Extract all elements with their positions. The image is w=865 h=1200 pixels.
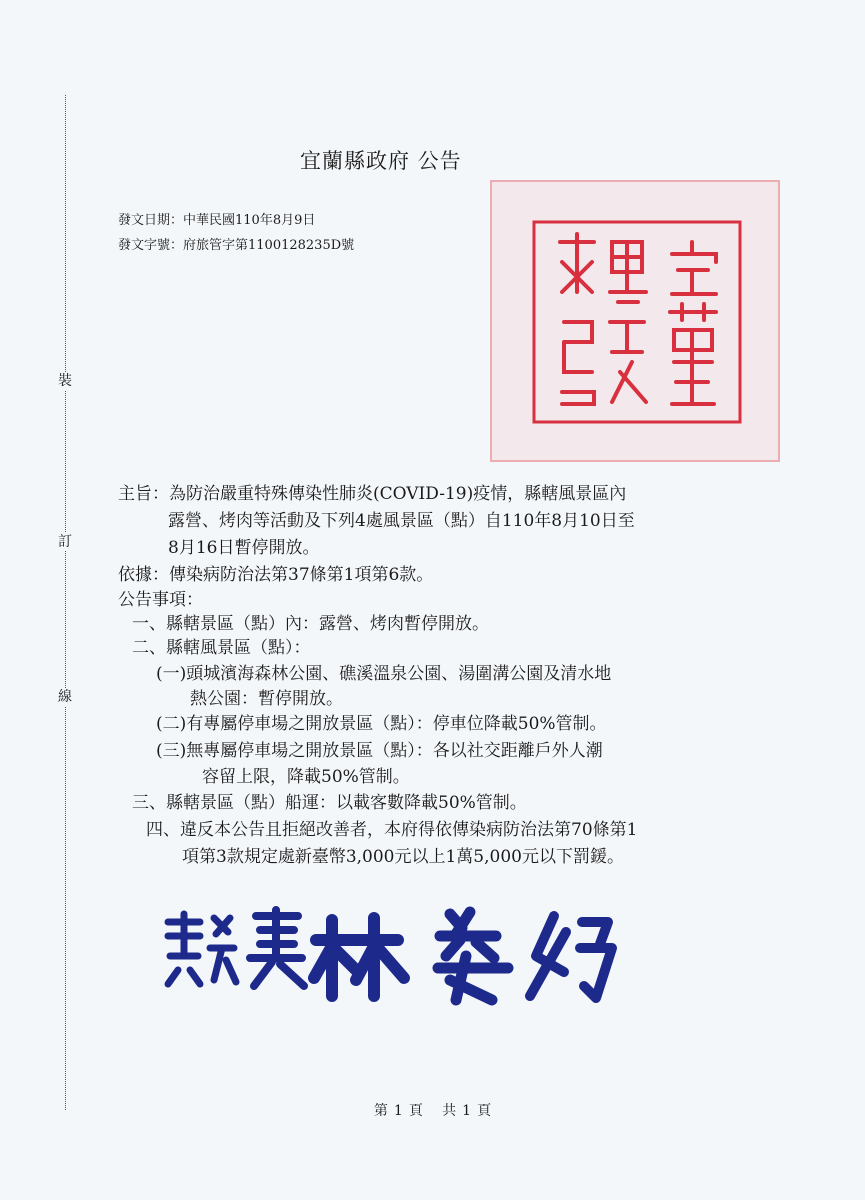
binding-char-xian: 線: [58, 689, 72, 705]
total-unit: 頁: [477, 1103, 492, 1119]
document-number: 發文字號：府旅管字第1100128235D號: [118, 238, 355, 253]
seal-graphic: [492, 182, 782, 464]
item-2-sub-3-line-2: 容留上限，降載50%管制。: [202, 767, 410, 787]
item-2-sub-2: (二)有專屬停車場之開放景區（點）：停車位降載50%管制。: [156, 714, 607, 734]
item-4-line-2: 項第3款規定處新臺幣3,000元以上1萬5,000元以下罰鍰。: [182, 847, 624, 867]
magistrate-signature: [160, 900, 630, 1010]
item-3: 三、縣轄景區（點）船運：以載客數降載50%管制。: [132, 793, 527, 813]
total-pages: 1: [462, 1103, 472, 1119]
binding-line: [65, 95, 66, 1110]
binding-char-zhuang: 裝: [58, 373, 72, 389]
subject-line-1: 主旨：為防治嚴重特殊傳染性肺炎(COVID-19)疫情，縣轄風景區內: [118, 484, 627, 504]
item-2: 二、縣轄風景區（點）：: [132, 638, 311, 658]
item-4-line-1: 四、違反本公告且拒絕改善者，本府得依傳染病防治法第70條第1: [146, 820, 638, 840]
item-1: 一、縣轄景區（點）內：露營、烤肉暫停開放。: [132, 614, 489, 634]
page-footer: [0, 1100, 865, 1120]
document-title: 宜蘭縣政府 公告: [300, 149, 462, 173]
official-seal: [490, 180, 780, 462]
page-label: 第: [373, 1103, 388, 1119]
binding-char-ding: 訂: [58, 534, 72, 550]
page-number: 1: [393, 1103, 403, 1119]
item-2-sub-1-line-2: 熱公園：暫停開放。: [190, 689, 343, 709]
total-label: 共: [442, 1103, 457, 1119]
subject-line-3: 8月16日暫停開放。: [168, 538, 320, 558]
item-2-sub-3-line-1: (三)無專屬停車場之開放景區（點）：各以社交距離戶外人潮: [156, 741, 603, 761]
item-2-sub-1-line-1: (一)頭城濱海森林公園、礁溪溫泉公園、湯圍溝公園及清水地: [156, 664, 612, 684]
items-heading: 公告事項：: [118, 590, 203, 610]
issue-date: 發文日期：中華民國110年8月9日: [118, 213, 316, 228]
basis-line: 依據：傳染病防治法第37條第1項第6款。: [118, 565, 434, 585]
page-unit: 頁: [408, 1103, 423, 1119]
signature-graphic: [160, 900, 630, 1010]
subject-line-2: 露營、烤肉等活動及下列4處風景區（點）自110年8月10日至: [168, 511, 635, 531]
